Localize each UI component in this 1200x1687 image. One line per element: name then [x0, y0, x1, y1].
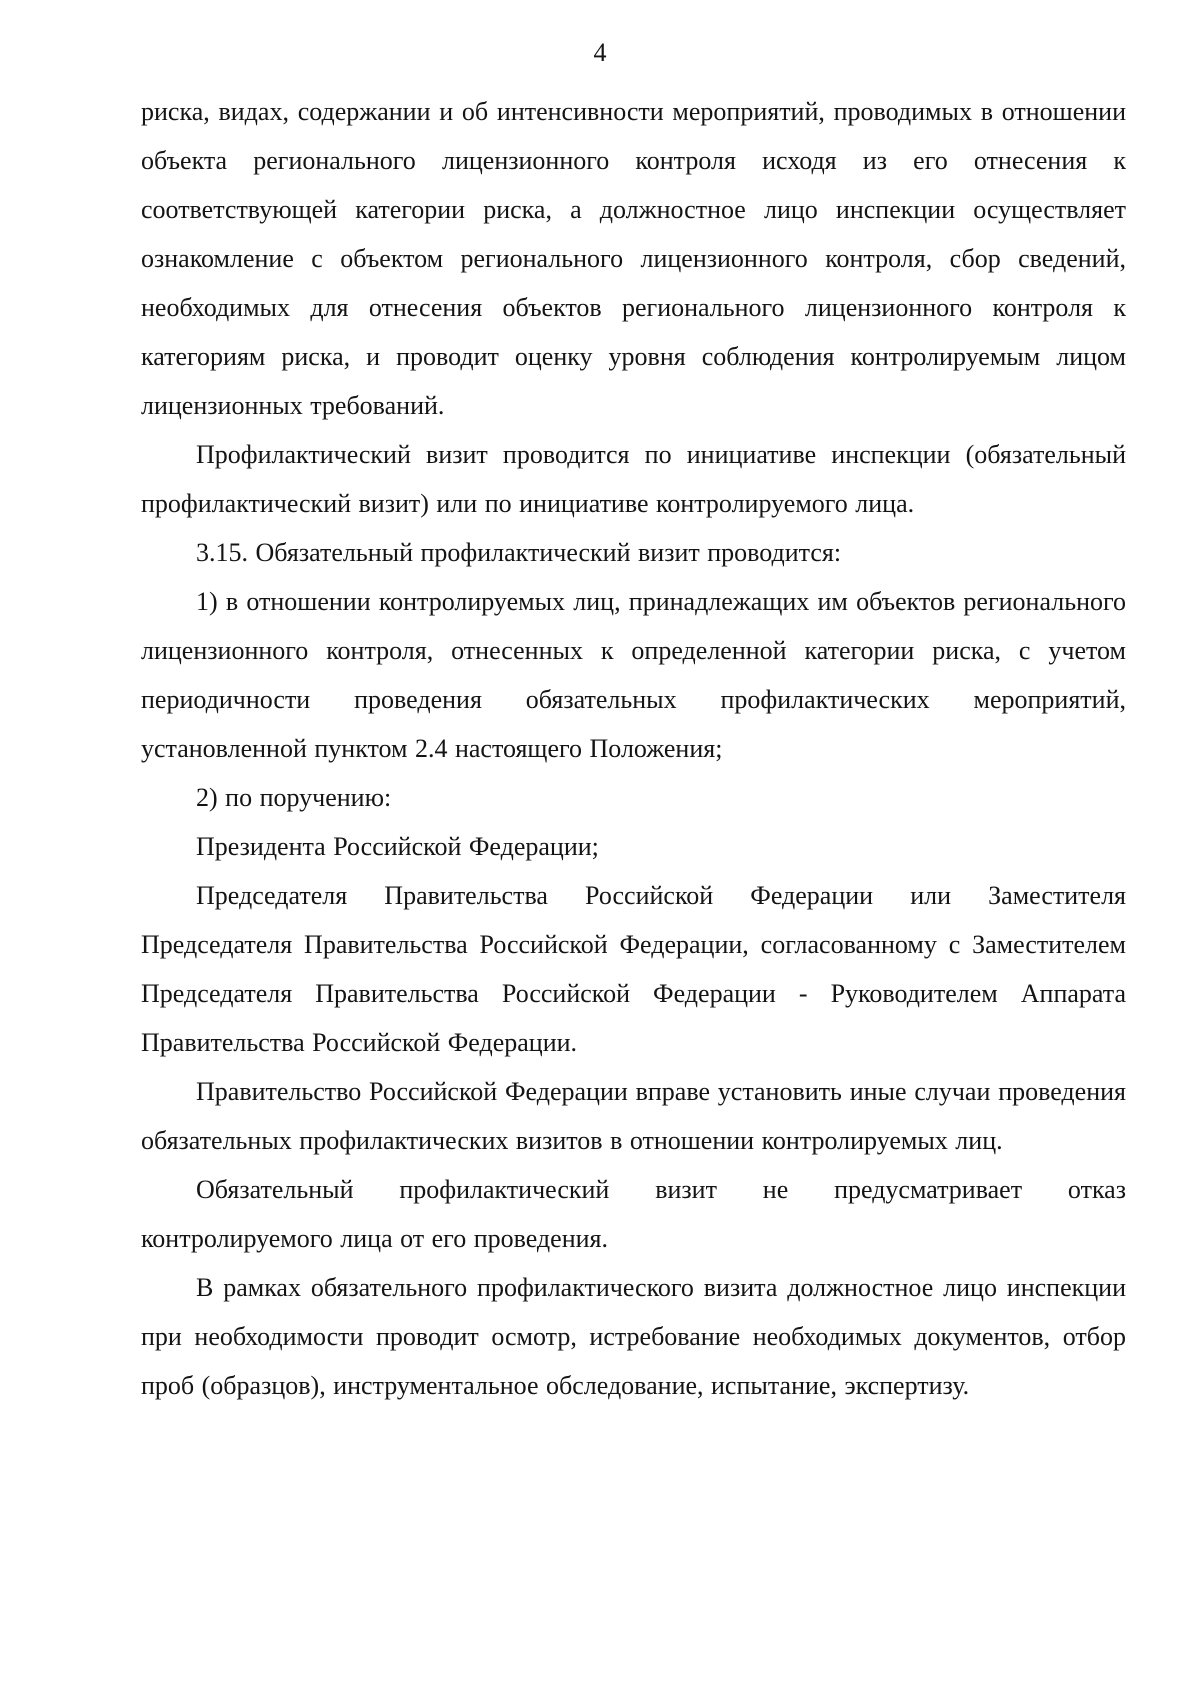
document-body: [141, 87, 1126, 1410]
paragraph-risk-continuation: риска, видах, содержании и об интенсивности мероприятий, проводимых в отношении объекта регионального лицензионного контроля исходя из его отнесения к соответствующей категории риска, а должностное лицо инспекции осуществляет ознакомление с объектом регионального лицензионного контроля, сбор сведений, необходимых для отнесения объектов регионального лицензионного контроля к категориям риска, и проводит оценку уровня соблюдения контролируемым лицом лицензионных требований.: [141, 97, 1126, 420]
paragraph-inspection-actions: В рамках обязательного профилактического визита должностное лицо инспекции при необходимости проводит осмотр, истребование необходимых документов, отбор проб (образцов), инструментальное обследование, испытание, экспертизу.: [141, 1273, 1126, 1400]
paragraph-government-right: Правительство Российской Федерации вправе установить иные случаи проведения обязательных профилактических визитов в отношении контролируемых лиц.: [141, 1077, 1126, 1155]
paragraph-president: Президента Российской Федерации;: [196, 832, 599, 861]
page-number: 4: [593, 38, 607, 67]
paragraph-clause-3-15: 3.15. Обязательный профилактический визит проводится:: [196, 538, 842, 567]
paragraph-visit-initiative: Профилактический визит проводится по инициативе инспекции (обязательный профилактический визит) или по инициативе контролируемого лица.: [141, 440, 1126, 518]
paragraph-no-refusal: Обязательный профилактический визит не предусматривает отказ контролируемого лица от его проведения.: [141, 1175, 1126, 1253]
paragraph-chairman: Председателя Правительства Российской Федерации или Заместителя Председателя Правительства Российской Федерации, согласованному с Заместителем Председателя Правительства Российской Федерации - Руководителем Аппарата Правительства Российской Федерации.: [141, 881, 1126, 1057]
paragraph-item-1: 1) в отношении контролируемых лиц, принадлежащих им объектов регионального лицензионного контроля, отнесенных к определенной категории риска, с учетом периодичности проведения обязательных профилактических мероприятий, установленной пунктом 2.4 настоящего Положения;: [141, 587, 1126, 763]
paragraph-item-2: 2) по поручению:: [196, 783, 392, 812]
